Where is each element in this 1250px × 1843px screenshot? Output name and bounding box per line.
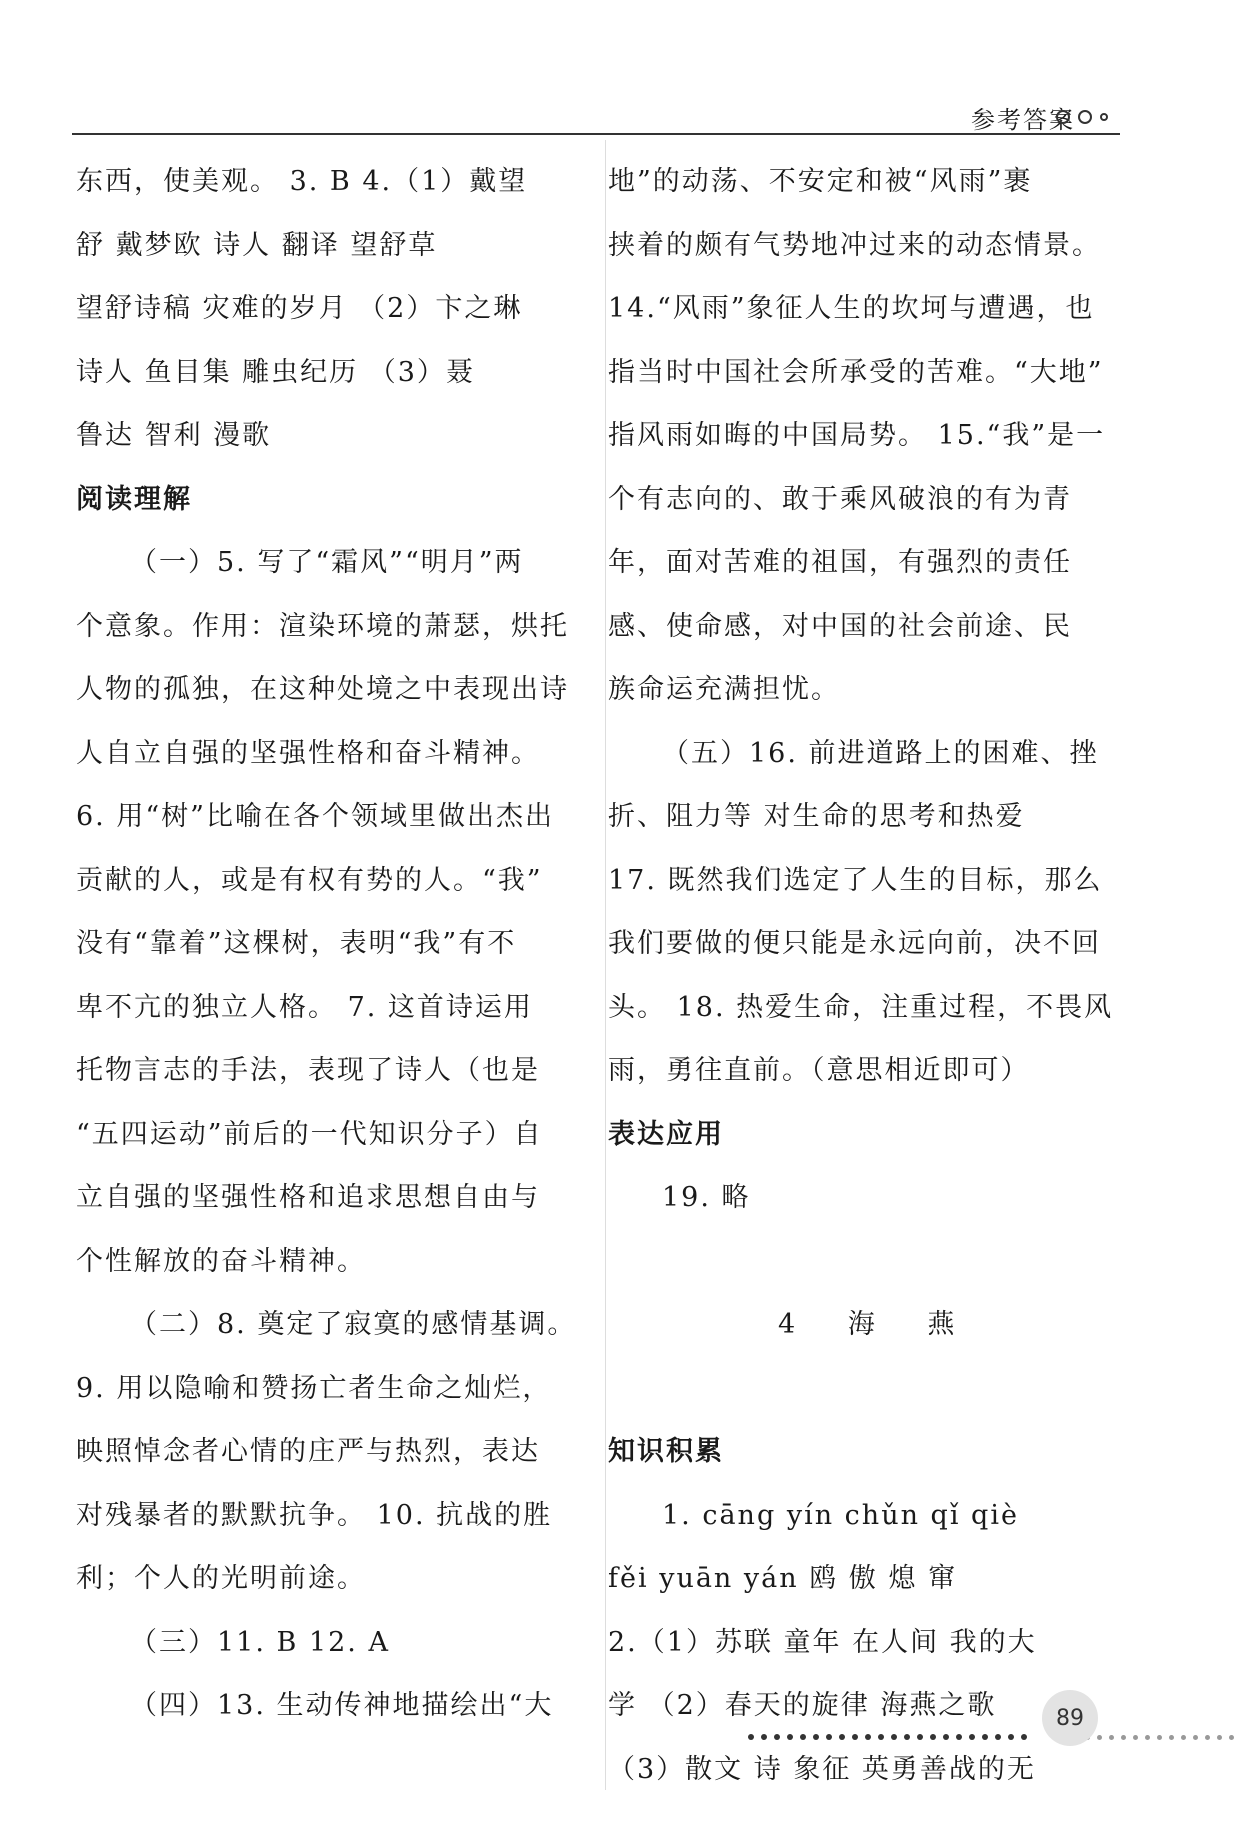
- text-line: [608, 1357, 1118, 1421]
- text-line: 立自强的坚强性格和追求思想自由与: [76, 1182, 540, 1213]
- text-line: 地”的动荡、不安定和被“风雨”裹: [608, 166, 1033, 197]
- text-line: 指当时中国社会所承受的苦难。“大地”: [608, 356, 1104, 388]
- chapter-title: 4 海 燕: [778, 1309, 977, 1340]
- footer-dots-left: [748, 1733, 1027, 1741]
- text-line: （3）散文 诗 象征 英勇善战的无: [608, 1753, 1036, 1785]
- text-line: 折、阻力等 对生命的思考和热爱: [608, 801, 1025, 832]
- text-line: 年，面对苦难的祖国，有强烈的责任: [608, 547, 1072, 578]
- text-line: 我们要做的便只能是永远向前，决不回: [608, 928, 1101, 959]
- text-line: 利；个人的光明前途。: [76, 1563, 366, 1594]
- page-header-title: 参考答案: [971, 106, 1075, 134]
- text-line: 人自立自强的坚强性格和奋斗精神。: [76, 737, 540, 769]
- text-line: 舒 戴梦欧 诗人 翻译 望舒草: [76, 229, 438, 261]
- text-line: 19. 略: [662, 1182, 751, 1213]
- right-column: [608, 150, 1118, 1801]
- text-line: “五四运动”前后的一代知识分子）自: [76, 1118, 543, 1150]
- text-line: 17. 既然我们选定了人生的目标，那么: [608, 864, 1103, 896]
- text-line: 学 （2）春天的旋律 海燕之歌: [608, 1690, 997, 1721]
- text-line: （三）11. B 12. A: [130, 1626, 390, 1658]
- header-decoration: [1056, 110, 1108, 124]
- section-heading: 知识积累: [608, 1436, 724, 1467]
- section-heading: 阅读理解: [76, 483, 192, 515]
- text-line: 映照悼念者心情的庄严与热烈，表达: [76, 1436, 540, 1467]
- text-line: 贡献的人，或是有权有势的人。“我”: [76, 864, 543, 896]
- text-line: 人物的孤独，在这种处境之中表现出诗: [76, 674, 569, 705]
- page-number: 89: [1042, 1690, 1098, 1746]
- text-line: 族命运充满担忧。: [608, 674, 840, 705]
- text-line: （四）13. 生动传神地描绘出“大: [130, 1690, 554, 1721]
- circle-icon: [1078, 110, 1092, 124]
- text-line: （一）5. 写了“霜风”“明月”两: [130, 547, 524, 578]
- text-line: 头。 18. 热爱生命，注重过程，不畏风: [608, 991, 1114, 1023]
- text-line: 卑不亢的独立人格。 7. 这首诗运用: [76, 991, 533, 1023]
- text-line: 2.（1）苏联 童年 在人间 我的大: [608, 1626, 1037, 1658]
- text-line: [608, 1230, 1118, 1294]
- text-line: fěi yuān yán 鸥 傲 熄 窜: [608, 1563, 957, 1594]
- text-line: 指风雨如晦的中国局势。 15.“我”是一: [608, 420, 1106, 451]
- text-line: 个有志向的、敢于乘风破浪的有为青: [608, 483, 1072, 515]
- text-line: 诗人 鱼目集 雕虫纪历 （3）聂: [76, 356, 475, 388]
- text-line: 挟着的颇有气势地冲过来的动态情景。: [608, 229, 1101, 261]
- footer-dots-right: [1085, 1733, 1234, 1741]
- column-divider: [605, 140, 606, 1790]
- text-line: 望舒诗稿 灾难的岁月 （2）卞之琳: [76, 293, 523, 324]
- section-heading: 表达应用: [608, 1118, 724, 1150]
- text-line: 1. cāng yín chǔn qǐ qiè: [662, 1499, 1019, 1531]
- text-line: 14.“风雨”象征人生的坎坷与遭遇，也: [608, 293, 1095, 324]
- header-rule: [72, 133, 1120, 135]
- text-line: （五）16. 前进道路上的困难、挫: [662, 737, 1099, 769]
- circle-icon: [1100, 113, 1108, 121]
- text-line: 个性解放的奋斗精神。: [76, 1245, 366, 1277]
- text-line: 鲁达 智利 漫歌: [76, 420, 272, 451]
- text-line: 个意象。作用：渲染环境的萧瑟，烘托: [76, 610, 569, 642]
- left-column: [76, 150, 586, 1738]
- text-line: 9. 用以隐喻和赞扬亡者生命之灿烂，: [76, 1372, 552, 1404]
- circle-icon: [1056, 110, 1070, 124]
- text-line: 雨，勇往直前。（意思相近即可）: [608, 1055, 1030, 1086]
- text-line: 东西，使美观。 3. B 4.（1）戴望: [76, 166, 528, 197]
- text-line: 托物言志的手法，表现了诗人（也是: [76, 1055, 540, 1086]
- text-line: 感、使命感，对中国的社会前途、民: [608, 610, 1072, 642]
- text-line: 6. 用“树”比喻在各个领域里做出杰出: [76, 801, 554, 832]
- text-line: 对残暴者的默默抗争。 10. 抗战的胜: [76, 1499, 553, 1531]
- text-line: （二）8. 奠定了寂寞的感情基调。: [130, 1309, 577, 1340]
- text-line: 没有“靠着”这棵树，表明“我”有不: [76, 928, 517, 959]
